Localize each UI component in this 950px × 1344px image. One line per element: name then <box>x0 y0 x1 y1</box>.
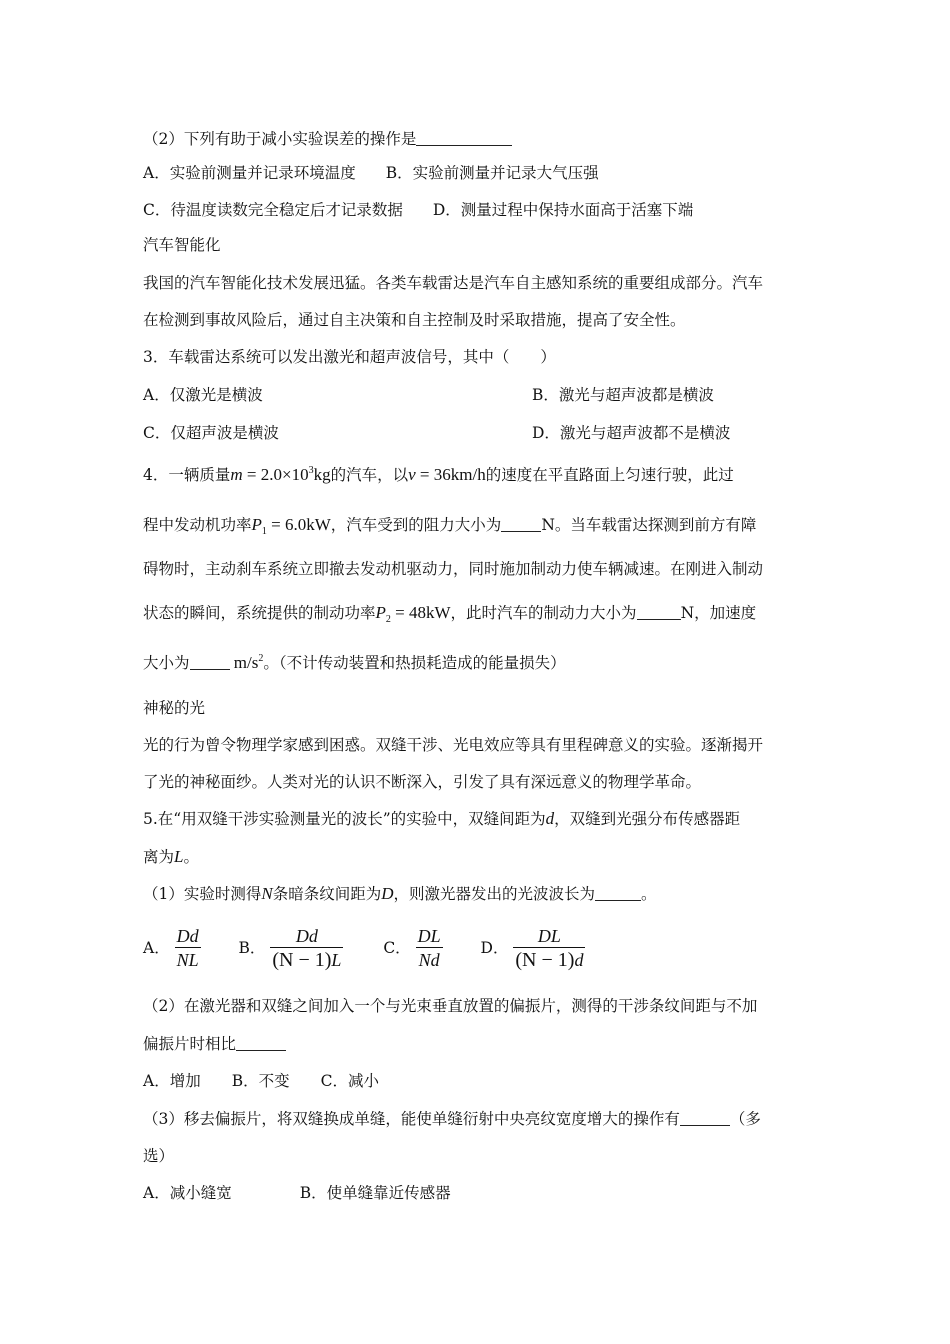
denominator <box>270 947 343 972</box>
option-c-label: C． <box>383 939 411 957</box>
text: 状态的瞬间，系统提供的制动功率 <box>143 604 376 622</box>
option-b: B．实验前测量并记录大气压强 <box>385 164 599 182</box>
numerator: Dd <box>295 925 318 946</box>
numerator: DL <box>417 925 441 946</box>
text: 5.在“用双缝干涉实验测量光的波长”的实验中，双缝间距为 <box>143 810 546 828</box>
section-intro-line: 在检测到事故风险后，通过自主决策和自主控制及时采取措施，提高了安全性。 <box>143 311 686 329</box>
section-intro-line: 了光的神秘面纱。人类对光的认识不断深入，引发了具有深远意义的物理学革命。 <box>143 773 702 791</box>
answer-blank <box>680 1109 730 1126</box>
text: 条暗条纹间距为 <box>272 885 382 903</box>
text: 偏振片时相比 <box>143 1035 237 1053</box>
option-d-fraction <box>513 925 585 972</box>
answer-blank <box>236 1034 286 1051</box>
value: = 6.0kW <box>266 515 331 534</box>
question-5-sub1 <box>143 883 657 905</box>
var: P <box>251 515 262 534</box>
denominator: Nd <box>416 947 443 972</box>
text: 的速度在平直路面上匀速行驶，此过 <box>485 466 734 484</box>
text: 程中发动机功率 <box>143 516 252 534</box>
subscript: 1 <box>261 526 267 537</box>
value: = 36km/h <box>415 465 486 484</box>
math-power-1 <box>251 515 331 537</box>
paren-group: (N − 1) <box>515 948 575 971</box>
text: ，此时汽车的制动力大小为 <box>450 604 637 622</box>
text: N。当车载雷达探测到前方有障 <box>541 516 757 534</box>
question-4-line4 <box>143 602 756 624</box>
math-velocity <box>408 465 486 484</box>
text: （1）实验时测得 <box>143 885 262 903</box>
question-3-options-row2 <box>143 422 793 444</box>
question-3-options-row1 <box>143 384 793 406</box>
text: 4．一辆质量 <box>143 466 231 484</box>
question-3-stem: 3．车载雷达系统可以发出激光和超声波信号，其中（ ） <box>143 348 556 366</box>
unit: m/s <box>233 653 259 672</box>
question-2-options-row2 <box>143 199 693 221</box>
question-4-line1 <box>143 464 734 486</box>
question-5-fraction-options <box>143 922 585 973</box>
question-2-stem <box>143 128 512 150</box>
option-a: A．仅激光是横波 <box>143 386 263 404</box>
option-b: B．使单缝靠近传感器 <box>299 1184 451 1202</box>
text: 离为 <box>143 848 175 866</box>
option-a-fraction <box>175 925 201 972</box>
option-c: C．待温度读数完全稳定后才记录数据 <box>143 201 403 219</box>
section-intro-line: 光的行为曾令物理学家感到困惑。双缝干涉、光电效应等具有里程碑意义的实验。逐渐揭开 <box>143 736 764 754</box>
text: ，双缝到光强分布传感器距 <box>554 810 741 828</box>
option-c-fraction <box>416 925 443 972</box>
option-b-fraction <box>270 925 343 972</box>
var: L <box>331 949 342 970</box>
question-4-line5 <box>143 652 566 674</box>
text: 。 <box>641 885 657 903</box>
paren-group: (N − 1) <box>272 948 332 971</box>
exponent: 3 <box>308 465 314 476</box>
answer-blank <box>595 884 641 901</box>
var: d <box>574 949 584 970</box>
section-title-light: 神秘的光 <box>143 699 206 717</box>
text: 大小为 <box>143 654 190 672</box>
question-2-text: （2）下列有助于减小实验误差的操作是 <box>143 130 417 148</box>
text: N，加速度 <box>680 604 757 622</box>
section-title-car: 汽车智能化 <box>143 236 221 254</box>
answer-blank <box>637 603 681 620</box>
option-b: B．激光与超声波都是横波 <box>532 386 714 404</box>
math-acc-unit <box>230 653 264 672</box>
option-d-label: D． <box>480 939 509 957</box>
question-2-options-row1 <box>143 162 599 184</box>
denominator <box>513 947 585 972</box>
unit: kg <box>313 465 331 484</box>
question-5-sub3-line2: 选） <box>143 1147 175 1165</box>
denominator: NL <box>175 947 201 972</box>
subscript: 2 <box>385 614 391 625</box>
text: 。（不计传动装置和热损耗造成的能量损失） <box>263 654 566 672</box>
question-5-stem-line1 <box>143 808 740 830</box>
question-4-line3: 碍物时，主动刹车系统立即撤去发动机驱动力，同时施加制动力使车辆减速。在刚进入制动 <box>143 560 764 578</box>
var-d: d <box>545 809 555 828</box>
answer-blank <box>416 129 512 146</box>
question-5-sub2-line2 <box>143 1033 286 1055</box>
var: v <box>408 465 416 484</box>
var: P <box>375 603 386 622</box>
question-4-line2 <box>143 514 756 536</box>
question-5-sub2-options: A．增加 B．不变 C．减小 <box>143 1072 379 1090</box>
text: ，汽车受到的阻力大小为 <box>330 516 502 534</box>
value: = 48kW <box>390 603 451 622</box>
var: m <box>230 465 243 484</box>
value: = 2.0×10 <box>242 465 309 484</box>
answer-blank <box>190 653 230 670</box>
answer-blank <box>501 515 541 532</box>
option-d: D．测量过程中保持水面高于活塞下端 <box>432 201 694 219</box>
text: ，则激光器发出的光波波长为 <box>393 885 596 903</box>
question-5-stem-line2 <box>143 846 199 868</box>
math-mass <box>230 465 330 484</box>
question-5-sub3-options <box>143 1182 451 1204</box>
section-intro-line: 我国的汽车智能化技术发展迅猛。各类车载雷达是汽车自主感知系统的重要组成部分。汽车 <box>143 274 764 292</box>
option-c: C．仅超声波是横波 <box>143 424 279 442</box>
text: （多 <box>729 1110 761 1128</box>
option-a: A．实验前测量并记录环境温度 <box>143 164 356 182</box>
var-l: L <box>174 847 184 866</box>
math-power-2 <box>375 603 451 625</box>
question-5-sub3-line1 <box>143 1108 761 1130</box>
option-d: D．激光与超声波都不是横波 <box>532 424 731 442</box>
numerator: Dd <box>176 925 199 946</box>
exponent: 2 <box>258 653 264 664</box>
option-a-label: A． <box>143 939 170 957</box>
text: 。 <box>183 848 199 866</box>
text: 的汽车，以 <box>330 466 409 484</box>
option-a: A．减小缝宽 <box>143 1184 232 1202</box>
numerator: DL <box>537 925 561 946</box>
text: （3）移去偏振片，将双缝换成单缝，能使单缝衍射中央亮纹宽度增大的操作有 <box>143 1110 680 1128</box>
option-b-label: B． <box>238 939 266 957</box>
var-n: N <box>261 884 273 903</box>
question-5-sub2-line1: （2）在激光器和双缝之间加入一个与光束垂直放置的偏振片，测得的干涉条纹间距与不加 <box>143 997 758 1015</box>
var-d-upper: D <box>381 884 394 903</box>
